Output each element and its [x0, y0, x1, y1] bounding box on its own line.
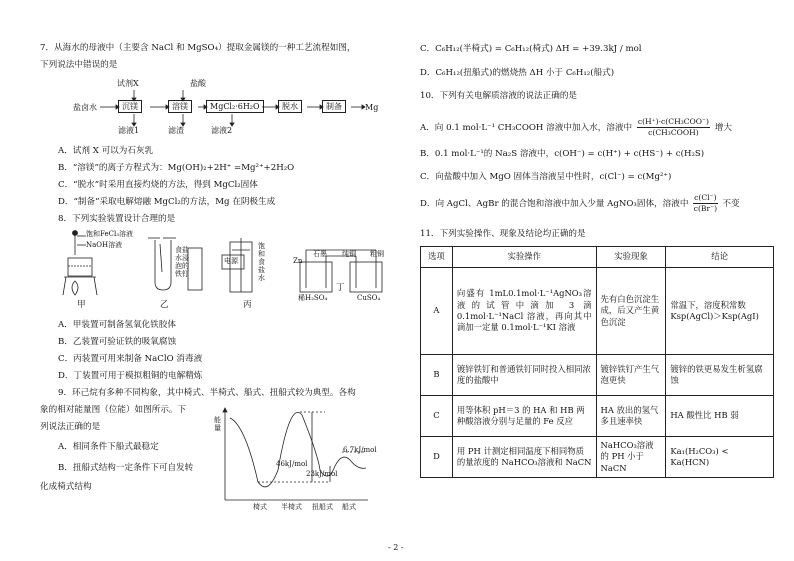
q9-stem-line2: 象的相对能量图（位能）如图所示。下	[40, 405, 187, 415]
label-brine: 饱和食盐水	[258, 242, 265, 282]
q9-ylabel: 能量	[214, 416, 221, 432]
table-header: 结论	[666, 247, 774, 268]
table-cell-option: A	[421, 268, 453, 355]
table-header: 选项	[421, 247, 453, 268]
q9-energy-46: 46kJ/mol	[276, 460, 308, 468]
q10-a-post: 增大	[714, 123, 732, 133]
q9-energy-diagram	[0, 0, 400, 520]
q9-option-b-cont: 化成椅式结构	[40, 482, 92, 492]
q10-d-denominator: c(Br⁻)	[693, 204, 718, 213]
table-cell-option: B	[421, 355, 453, 396]
q9-x-halfchair: 半椅式	[281, 503, 302, 511]
q7-option-b: B．“溶镁”的离子方程式为：Mg(OH)₂+2H⁺ =Mg²⁺+2H₂O	[58, 163, 295, 173]
label-zn: Zn	[293, 257, 303, 265]
q10-a-pre: A．向 0.1 mol·L⁻¹ CH₃COOH 溶液中加入水，溶液中	[420, 123, 633, 133]
q10-d-numerator: c(Cl⁻)	[694, 193, 717, 202]
q8-option-c: C．丙装置可用来制备 NaClO 消毒液	[58, 354, 203, 364]
label-yi-nail: 食盐水浸泡的铁钉	[175, 246, 189, 278]
q9-x-chair: 椅式	[253, 503, 267, 511]
q9-stem-line1: 9．环己烷有多种不同构象，其中椅式、半椅式、船式、扭船式较为典型。各构	[58, 388, 356, 398]
flow-reagent-x: 试剂X	[117, 79, 139, 88]
label-bing: 丙	[243, 300, 252, 310]
flow-step-prepare: 制备	[322, 100, 346, 113]
q10-a-denominator: c(CH₃COOH)	[648, 128, 699, 137]
flow-step-dehydrate: 脱水	[278, 100, 302, 113]
table-cell-option: D	[421, 437, 453, 478]
flow-out-residue: 滤渣	[168, 126, 184, 135]
q7-option-d: D．“制备”采取电解熔融 MgCl₂的方法，Mg 在阴极生成	[58, 197, 276, 207]
table-row	[421, 396, 774, 437]
table-cell-conclusion: 镀锌的铁更易发生析氢腐蚀	[666, 355, 774, 396]
q10-stem: 10．下列有关电解质溶液的说法正确的是	[420, 91, 578, 101]
table-cell-operation: 向盛有 1mL0.1mol·L⁻¹AgNO₃溶液的试管中滴加 3 滴 0.1mol·L⁻¹NaCl 溶液，再向其中滴加一定量 0.1mol·L⁻¹KI 溶液	[452, 268, 596, 355]
label-naoh: NaOH溶液	[86, 241, 123, 249]
label-fecl3: 饱和FeCl₃溶液	[86, 230, 134, 238]
label-pure-cu: 纯铜	[342, 250, 356, 258]
q10-option-c: C．向盐酸中加入 MgO 固体当溶液呈中性时，c(Cl⁻) = c(Mg²⁺)	[420, 172, 672, 182]
flow-out-filtrate1: 滤液1	[118, 126, 140, 135]
q7-option-c: C．“脱水”时采用直接灼烧的方法，得到 MgCl₂固体	[58, 180, 258, 190]
q9-option-b: B．扭船式结构一定条件下可自发转	[58, 463, 194, 473]
q10-option-d	[420, 193, 740, 214]
label-cuso4: CuSO₄	[357, 294, 381, 302]
q8-option-b: B．乙装置可验证铁的吸氧腐蚀	[58, 337, 177, 347]
q10-a-fraction	[637, 117, 710, 138]
label-crude-cu: 粗铜	[370, 250, 384, 258]
table-cell-conclusion: 常温下，溶度积常数 Ksp(AgCl)＞Ksp(AgI)	[666, 268, 774, 355]
q9-energy-23: 23kJ/mol	[306, 470, 338, 478]
q11-table-header-row	[421, 247, 774, 268]
flow-product: Mg	[365, 103, 379, 112]
q9-option-a: A．相同条件下船式最稳定	[58, 442, 159, 452]
page-number: - 2 -	[388, 543, 404, 552]
table-cell-phenomenon: 镀锌铁钉产生气泡更快	[596, 355, 666, 396]
q10-d-post: 不变	[722, 199, 740, 209]
q10-a-numerator: c(H⁺)·c(CH₃COO⁻)	[637, 117, 709, 126]
flow-step-precipitate: 沉镁	[118, 100, 142, 113]
table-cell-conclusion: Ka₁(H₂CO₃) < Ka(HCN)	[666, 437, 774, 478]
flow-out-filtrate2: 滤液2	[211, 126, 233, 135]
table-header: 实验现象	[596, 247, 666, 268]
q11-stem: 11．下列实验操作、现象及结论均正确的是	[420, 229, 586, 239]
flow-reagent-hcl: 盐酸	[190, 79, 206, 88]
flow-step-hydrate: MgCl₂·6H₂O	[206, 100, 264, 113]
q7-option-a: A．试剂 X 可以为石灰乳	[58, 146, 154, 156]
q10-d-fraction	[693, 193, 717, 214]
table-cell-phenomenon: HA 放出的氢气多且速率快	[596, 396, 666, 437]
flow-start: 盐卤水	[73, 103, 97, 112]
table-cell-phenomenon: 先有白色沉淀生成，后又产生黄色沉淀	[596, 268, 666, 355]
table-row	[421, 355, 774, 396]
q8-stem: 8．下列实验装置设计合理的是	[58, 214, 176, 224]
q7-stem-line1: 7．从海水的母液中（主要含 NaCl 和 MgSO₄）提取金属镁的一种工艺流程如图，	[40, 43, 356, 53]
label-h2so4: 稀H₂SO₄	[298, 294, 328, 302]
flow-step-dissolve: 溶镁	[168, 100, 192, 113]
table-cell-operation: 镀锌铁钉和普通铁钉同时投入相同浓度的盐酸中	[452, 355, 596, 396]
label-power: 电源	[224, 257, 238, 265]
table-cell-conclusion: HA 酸性比 HB 弱	[666, 396, 774, 437]
q10-option-a	[420, 117, 732, 138]
q9-option-c: C．C₆H₁₂(半椅式) = C₆H₁₂(椅式) ΔH = +39.3kJ / mol	[420, 44, 642, 54]
q9-x-boat: 船式	[342, 503, 356, 511]
label-graphite: 石墨	[313, 250, 327, 258]
q9-option-d: D．C₆H₁₂(扭船式)的燃烧热 ΔH 小于 C₆H₁₂(船式)	[420, 68, 615, 78]
q7-stem-line2: 下列说法中错误的是	[40, 60, 118, 70]
table-cell-phenomenon: NaHCO₃溶液的 PH 小于 NaCN	[596, 437, 666, 478]
table-row	[421, 437, 774, 478]
table-row	[421, 268, 774, 355]
table-cell-operation: 用等体积 pH＝3 的 HA 和 HB 两种酸溶液分别与足量的 Fe 反应	[452, 396, 596, 437]
table-cell-operation: 用 PH 计测定相同温度下相同物质的量浓度的 NaHCO₃溶液和 NaCN	[452, 437, 596, 478]
table-header: 实验操作	[452, 247, 596, 268]
q9-x-twistboat: 扭船式	[312, 503, 333, 511]
label-ding: 丁	[336, 283, 345, 293]
label-jia: 甲	[77, 300, 86, 310]
q9-energy-6-7: 6.7kJ/mol	[343, 446, 377, 454]
label-yi: 乙	[160, 300, 169, 310]
q8-option-a: A．甲装置可制备氢氧化铁胶体	[58, 320, 176, 330]
q10-option-b: B．0.1 mol·L⁻¹的 Na₂S 溶液中，c(OH⁻) = c(H⁺) + c(HS⁻) + c(H₂S)	[420, 149, 705, 159]
q10-d-pre: D．向 AgCl、AgBr 的混合饱和溶液中加入少量 AgNO₃固体，溶液中	[420, 199, 689, 209]
q11-table	[420, 246, 774, 478]
q9-stem-line3: 列说法正确的是	[40, 422, 101, 432]
table-cell-option: C	[421, 396, 453, 437]
q8-option-d: D．丁装置可用于模拟粗铜的电解精炼	[58, 371, 203, 381]
